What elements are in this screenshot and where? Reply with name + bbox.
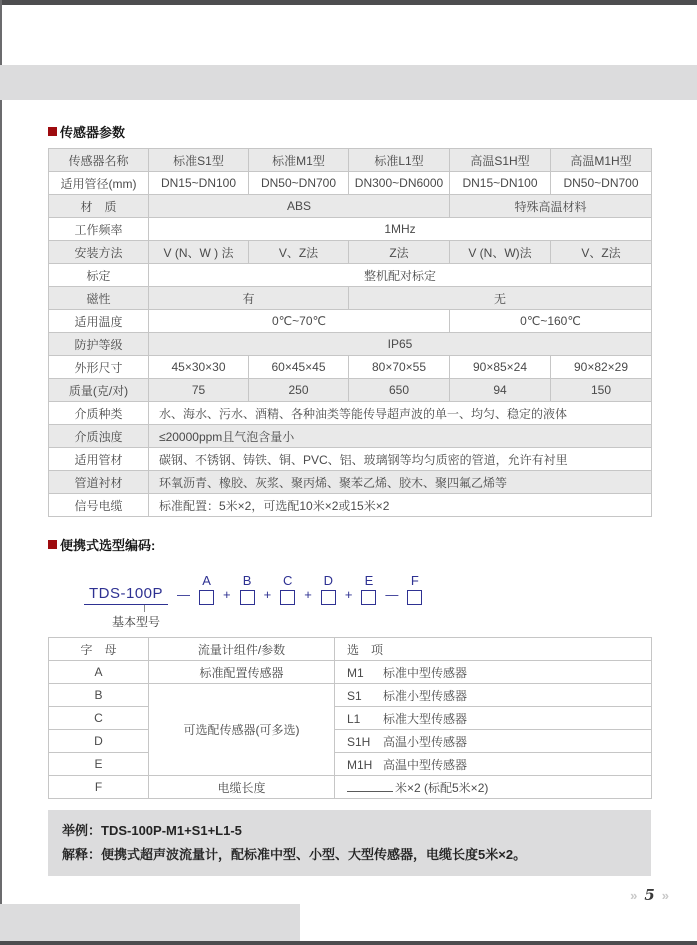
- code-box-icon: [240, 590, 255, 605]
- row-label-cell: 信号电缆: [49, 494, 149, 517]
- table-cell: 标准M1型: [249, 149, 349, 172]
- table-row: [49, 333, 652, 356]
- table-cell: 水、海水、污水、酒精、各种油类等能传导超声波的单一、均匀、稳定的液体: [149, 402, 652, 425]
- option-code: M1: [347, 665, 364, 680]
- table-cell: V (N、W)法: [450, 241, 551, 264]
- footer-gray-band: [0, 904, 300, 941]
- component-cell: 标准配置传感器: [149, 661, 335, 684]
- table-row: [49, 379, 652, 402]
- code-box-icon: [407, 590, 422, 605]
- code-letter: F: [410, 573, 419, 588]
- table-row: [49, 241, 652, 264]
- explanation-label: 解释：: [62, 847, 102, 863]
- table-cell: 75: [149, 379, 249, 402]
- red-square-bullet-icon: [48, 540, 57, 549]
- page-number-value: 5: [644, 886, 655, 904]
- table-row: [49, 776, 652, 799]
- bottom-border-bar: [0, 941, 697, 945]
- red-square-bullet-icon: [48, 127, 57, 136]
- page-content: [48, 122, 651, 876]
- table-cell: 标准S1型: [149, 149, 249, 172]
- table-cell: 标准L1型: [349, 149, 450, 172]
- code-letter: B: [242, 573, 252, 588]
- section-title: 便携式选型编码:: [60, 538, 156, 553]
- table-row: [49, 471, 652, 494]
- table-cell: DN50~DN700: [551, 172, 652, 195]
- table-cell: DN15~DN100: [149, 172, 249, 195]
- option-code: S1: [347, 688, 362, 703]
- table-row: [49, 730, 652, 753]
- table-cell: 150: [551, 379, 652, 402]
- row-label-cell: 材 质: [49, 195, 149, 218]
- code-letter: E: [364, 573, 374, 588]
- table-cell: 高温M1H型: [551, 149, 652, 172]
- base-model-label: 基本型号: [112, 615, 161, 629]
- table-row: [49, 149, 652, 172]
- base-model-text: TDS-100P: [84, 585, 168, 605]
- row-label-cell: 管道衬材: [49, 471, 149, 494]
- table-row: [49, 753, 652, 776]
- code-letter: D: [323, 573, 333, 588]
- table-cell: 90×85×24: [450, 356, 551, 379]
- code-box-icon: [321, 590, 336, 605]
- table-cell: 0℃~160℃: [450, 310, 652, 333]
- table-cell: 标准配置：5米×2，可选配10米×2或15米×2: [149, 494, 652, 517]
- table-cell: DN300~DN6000: [349, 172, 450, 195]
- code-letter: C: [283, 573, 293, 588]
- table-cell: 80×70×55: [349, 356, 450, 379]
- code-box-group-C: [280, 574, 295, 605]
- row-label-cell: 防护等级: [49, 333, 149, 356]
- table-cell: DN50~DN700: [249, 172, 349, 195]
- chevron-left-icon: »: [630, 887, 638, 903]
- table-cell: ≤20000ppm且气泡含量小: [149, 425, 652, 448]
- table-cell: 90×82×29: [551, 356, 652, 379]
- code-box-group-A: [199, 574, 214, 605]
- operator-symbol: —: [177, 587, 191, 602]
- row-label-cell: 标定: [49, 264, 149, 287]
- code-table-body: [49, 638, 652, 799]
- option-cell: [335, 730, 652, 753]
- option-code: S1H: [347, 734, 371, 749]
- row-label-cell: 外形尺寸: [49, 356, 149, 379]
- operator-symbol: +: [304, 587, 312, 602]
- section-heading-model-code: [48, 535, 651, 554]
- option-cell: [335, 753, 652, 776]
- base-model-callout: [112, 605, 651, 630]
- page-number: [630, 886, 669, 904]
- letter-cell: E: [49, 753, 149, 776]
- row-label-cell: 适用管材: [49, 448, 149, 471]
- component-cell: 可选配传感器(可多选): [149, 684, 335, 776]
- table-cell: 250: [249, 379, 349, 402]
- model-code-diagram: [84, 561, 651, 629]
- row-label-cell: 工作频率: [49, 218, 149, 241]
- table-cell: 94: [450, 379, 551, 402]
- blank-underline: [347, 780, 393, 792]
- table-row: [49, 402, 652, 425]
- option-label: 高温中型传感器: [383, 757, 468, 772]
- explanation-text: 便携式超声波流量计，配标准中型、小型、大型传感器，电缆长度5米×2。: [101, 847, 527, 863]
- code-box-group-D: [321, 574, 336, 605]
- header-gray-band: [0, 65, 697, 100]
- code-box-group-E: [361, 574, 376, 605]
- example-label: 举例：: [62, 823, 102, 838]
- code-box-group-F: [407, 574, 422, 605]
- model-code-row: [84, 561, 651, 605]
- table-cell: 特殊高温材料: [450, 195, 652, 218]
- table-cell: DN15~DN100: [450, 172, 551, 195]
- table-row: [49, 661, 652, 684]
- example-box: [48, 810, 651, 876]
- table-cell: V、Z法: [249, 241, 349, 264]
- table-row: [49, 264, 652, 287]
- option-label: 米×2 (标配5米×2): [395, 780, 489, 795]
- section-heading-sensor-params: [48, 122, 651, 141]
- row-label-cell: 介质种类: [49, 402, 149, 425]
- table-cell: Z法: [349, 241, 450, 264]
- table-row: [49, 425, 652, 448]
- table-row: [49, 707, 652, 730]
- table-row: [49, 356, 652, 379]
- option-code: M1H: [347, 757, 373, 772]
- table-cell: V (N、W ) 法: [149, 241, 249, 264]
- row-label-cell: 质量(克/对): [49, 379, 149, 402]
- operator-symbol: +: [344, 587, 353, 602]
- table-cell: 60×45×45: [249, 356, 349, 379]
- table-row: [49, 287, 652, 310]
- option-label: 标准小型传感器: [383, 688, 468, 703]
- letter-cell: A: [49, 661, 149, 684]
- option-cell: [335, 707, 652, 730]
- operator-symbol: +: [223, 587, 231, 602]
- letter-cell: C: [49, 707, 149, 730]
- option-label: 标准中型传感器: [383, 665, 468, 680]
- table-row: [49, 448, 652, 471]
- example-line: [62, 819, 637, 843]
- letter-cell: B: [49, 684, 149, 707]
- callout-tick-line: [144, 605, 145, 612]
- table-cell: 环氧沥青、橡胶、灰浆、聚丙烯、聚苯乙烯、胶木、聚四氟乙烯等: [149, 471, 652, 494]
- table-cell: 碳钢、不锈钢、铸铁、铜、PVC、铝、玻璃钢等均匀质密的管道，允许有衬里: [149, 448, 652, 471]
- sensor-table-body: [49, 149, 652, 517]
- table-row: [49, 218, 652, 241]
- header-option: 选 项: [335, 638, 652, 661]
- header-letter: 字 母: [49, 638, 149, 661]
- code-box-group-B: [240, 574, 255, 605]
- row-label-cell: 适用温度: [49, 310, 149, 333]
- row-label-cell: 安装方法: [49, 241, 149, 264]
- top-border-bar: [0, 0, 697, 5]
- header-component: 流量计组件/参数: [149, 638, 335, 661]
- example-text: TDS-100P-M1+S1+L1-5: [101, 823, 242, 838]
- operator-symbol: +: [263, 587, 272, 602]
- row-label-cell: 适用管径(mm): [49, 172, 149, 195]
- table-cell: IP65: [149, 333, 652, 356]
- table-row: [49, 494, 652, 517]
- table-row: [49, 172, 652, 195]
- option-cell: [335, 776, 652, 799]
- letter-cell: D: [49, 730, 149, 753]
- table-cell: 1MHz: [149, 218, 652, 241]
- chevron-right-icon: »: [661, 887, 669, 903]
- table-cell: 45×30×30: [149, 356, 249, 379]
- code-letter: A: [202, 573, 211, 588]
- table-cell: 高温S1H型: [450, 149, 551, 172]
- table-cell: 整机配对标定: [149, 264, 652, 287]
- header-row: [49, 638, 652, 661]
- option-label: 标准大型传感器: [383, 711, 468, 726]
- option-label: 高温小型传感器: [383, 734, 468, 749]
- table-cell: V、Z法: [551, 241, 652, 264]
- left-page-edge: [0, 0, 2, 945]
- table-cell: 有: [149, 287, 349, 310]
- table-row: [49, 310, 652, 333]
- code-table: [48, 637, 652, 799]
- table-cell: 0℃~70℃: [149, 310, 450, 333]
- code-box-icon: [280, 590, 295, 605]
- option-code: L1: [347, 711, 361, 726]
- row-label-cell: 传感器名称: [49, 149, 149, 172]
- row-label-cell: 磁性: [49, 287, 149, 310]
- code-box-icon: [199, 590, 214, 605]
- explanation-line: [62, 843, 637, 867]
- component-cell: 电缆长度: [149, 776, 335, 799]
- option-cell: [335, 661, 652, 684]
- code-box-icon: [361, 590, 376, 605]
- table-row: [49, 195, 652, 218]
- row-label-cell: 介质浊度: [49, 425, 149, 448]
- table-row: [49, 684, 652, 707]
- table-cell: 650: [349, 379, 450, 402]
- section-title: 传感器参数: [60, 125, 126, 140]
- operator-symbol: —: [385, 587, 399, 602]
- option-cell: [335, 684, 652, 707]
- sensor-table: [48, 148, 652, 517]
- table-cell: 无: [349, 287, 652, 310]
- letter-cell: F: [49, 776, 149, 799]
- table-cell: ABS: [149, 195, 450, 218]
